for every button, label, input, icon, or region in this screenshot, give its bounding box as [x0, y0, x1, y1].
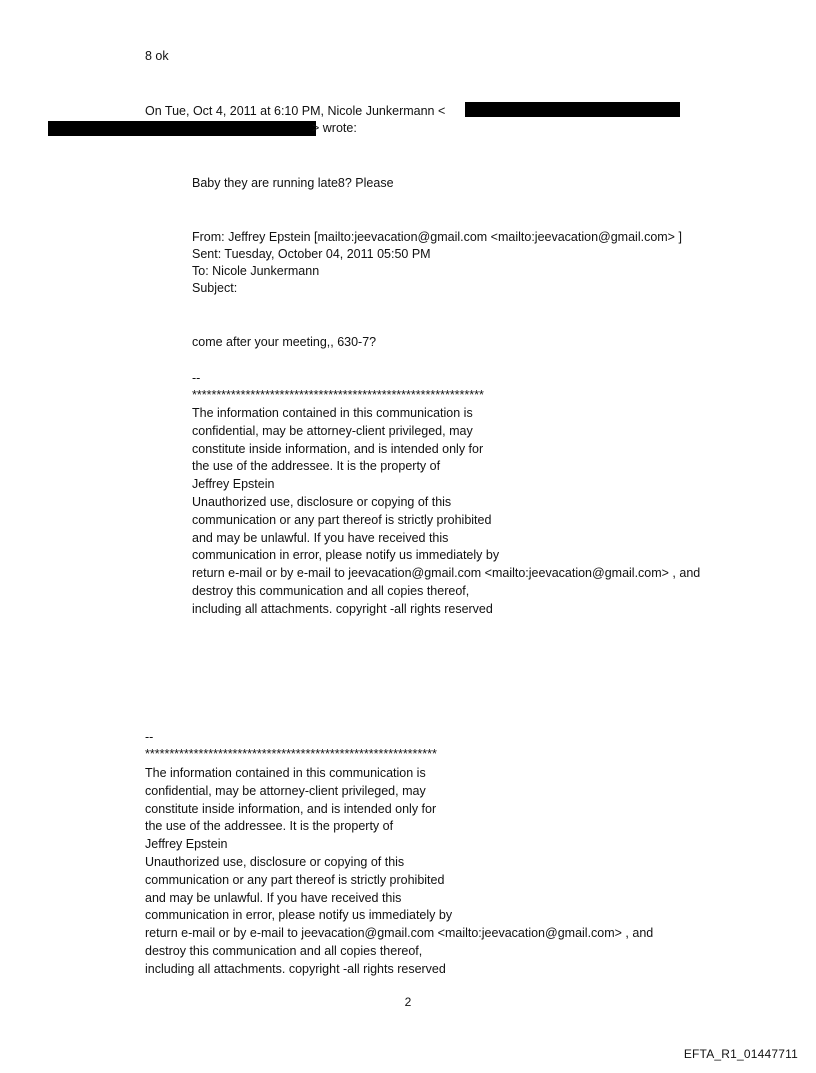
disclaimer-outer: [145, 765, 653, 979]
disclaimer-line: Unauthorized use, disclosure or copying of this: [192, 494, 452, 509]
disclaimer-line: The information contained in this communication is: [145, 766, 426, 780]
signature-separator: --: [145, 730, 154, 744]
disclaimer-line: communication in error, please notify us immediately by: [145, 908, 453, 923]
signature-separator: --: [192, 371, 201, 385]
disclaimer-stars: ************************************************************: [145, 747, 437, 761]
disclaimer-line: Jeffrey Epstein: [192, 477, 275, 492]
quoted-message: Baby they are running late8? Please: [192, 176, 394, 190]
disclaimer-line: and may be unlawful. If you have received this: [192, 530, 449, 545]
disclaimer-line: constitute inside information, and is intended only for: [192, 441, 484, 456]
disclaimer-line: communication in error, please notify us immediately by: [192, 548, 500, 563]
disclaimer-line: including all attachments. copyright -all rights reserved: [145, 961, 446, 976]
disclaimer-line: destroy this communication and all copies thereof,: [192, 583, 470, 598]
quote-header-prefix: On Tue, Oct 4, 2011 at 6:10 PM, Nicole Junkermann <: [145, 104, 446, 118]
disclaimer-line: Jeffrey Epstein: [145, 837, 228, 852]
disclaimer-stars: ************************************************************: [192, 388, 484, 402]
disclaimer-line: communication or any part thereof is strictly prohibited: [145, 872, 445, 887]
email-from: From: Jeffrey Epstein [mailto:jeevacation@gmail.com <mailto:jeevacation@gmail.com> ]: [192, 230, 682, 244]
disclaimer-line: the use of the addressee. It is the property of: [192, 459, 441, 474]
disclaimer-inner: [192, 405, 700, 619]
disclaimer-line: The information contained in this communication is: [192, 406, 473, 420]
redaction-bar: [48, 121, 316, 136]
redaction-bar: [465, 102, 680, 117]
reply-text: 8 ok: [145, 49, 169, 63]
disclaimer-line: return e-mail or by e-mail to jeevacation@gmail.com <mailto:jeevacation@gmail.com> , and: [192, 566, 701, 581]
email-subject: Subject:: [192, 281, 238, 295]
disclaimer-line: Unauthorized use, disclosure or copying of this: [145, 854, 405, 869]
disclaimer-line: confidential, may be attorney-client privileged, may: [192, 423, 473, 438]
document-id: EFTA_R1_01447711: [683, 1047, 798, 1061]
disclaimer-line: the use of the addressee. It is the property of: [145, 819, 394, 834]
page-number: 2: [404, 995, 412, 1009]
email-body: come after your meeting,, 630-7?: [192, 335, 377, 349]
quote-header-suffix: > wrote:: [312, 121, 357, 135]
disclaimer-line: confidential, may be attorney-client privileged, may: [145, 783, 426, 798]
email-sent: Sent: Tuesday, October 04, 2011 05:50 PM: [192, 247, 431, 261]
disclaimer-line: communication or any part thereof is strictly prohibited: [192, 512, 492, 527]
disclaimer-line: return e-mail or by e-mail to jeevacation@gmail.com <mailto:jeevacation@gmail.com> , and: [145, 926, 654, 941]
disclaimer-line: constitute inside information, and is intended only for: [145, 801, 437, 816]
disclaimer-line: and may be unlawful. If you have received this: [145, 890, 402, 905]
quote-header-line-1: [145, 103, 445, 120]
disclaimer-line: including all attachments. copyright -all rights reserved: [192, 601, 493, 616]
disclaimer-line: destroy this communication and all copies thereof,: [145, 943, 423, 958]
email-to: To: Nicole Junkermann: [192, 264, 320, 278]
